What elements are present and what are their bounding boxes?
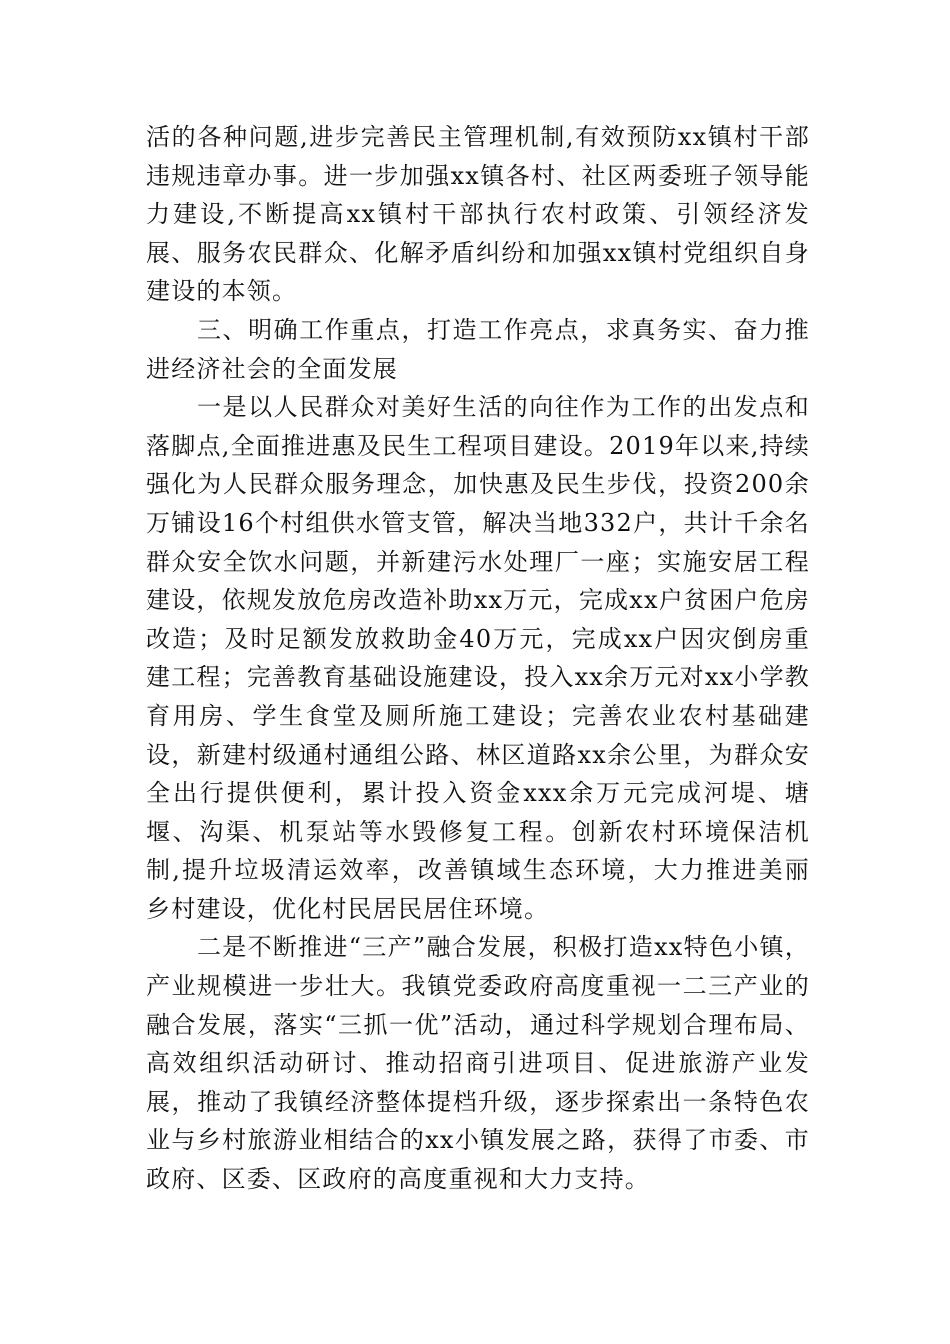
paragraph-continuation: 活的各种问题,进步完善民主管理机制,有效预防xx镇村干部违规违章办事。进一步加强xx镇各村、社区两委班子领导能力建设,不断提高xx镇村干部执行农村政策、引领经济发展、服务农民群众、化解矛盾纠纷和加强xx镇村党组织自身建设的本领。 bbox=[146, 123, 810, 306]
section-heading: 三、明确工作重点，打造工作亮点，求真务实、奋力推进经济社会的全面发展 bbox=[146, 315, 810, 383]
document-body bbox=[146, 118, 810, 1199]
paragraph-industry-integration: 二是不断推进“三产”融合发展，积极打造xx特色小镇，产业规模进一步壮大。我镇党委政府高度重视一二三产业的融合发展，落实“三抓一优”活动，通过科学规划合理布局、高效组织活动研讨、推动招商引进项目、促进旅游产业发展，推动了我镇经济整体提档升级，逐步探索出一条特色农业与乡村旅游业相结合的xx小镇发展之路，获得了市委、市政府、区委、区政府的高度重视和大力支持。 bbox=[146, 933, 810, 1194]
paragraph-livelihood-projects: 一是以人民群众对美好生活的向往作为工作的出发点和落脚点,全面推进惠及民生工程项目建设。2019年以来,持续强化为人民群众服务理念，加快惠及民生步伐，投资200余万铺设16个村组供水管支管，解决当地332户，共计千余名群众安全饮水问题，并新建污水处理厂一座；实施安居工程建设，依规发放危房改造补助xx万元，完成xx户贫困户危房改造；及时足额发放救助金40万元，完成xx户因灾倒房重建工程；完善教育基础设施建设，投入xx余万元对xx小学教育用房、学生食堂及厕所施工建设；完善农业农村基础建设，新建村级通村通组公路、林区道路xx余公里，为群众安全出行提供便利，累计投入资金xxx余万元完成河堤、塘堰、沟渠、机泵站等水毁修复工程。创新农村环境保洁机制,提升垃圾清运效率，改善镇域生态环境，大力推进美丽乡村建设，优化村民居民居住环境。 bbox=[146, 393, 810, 923]
